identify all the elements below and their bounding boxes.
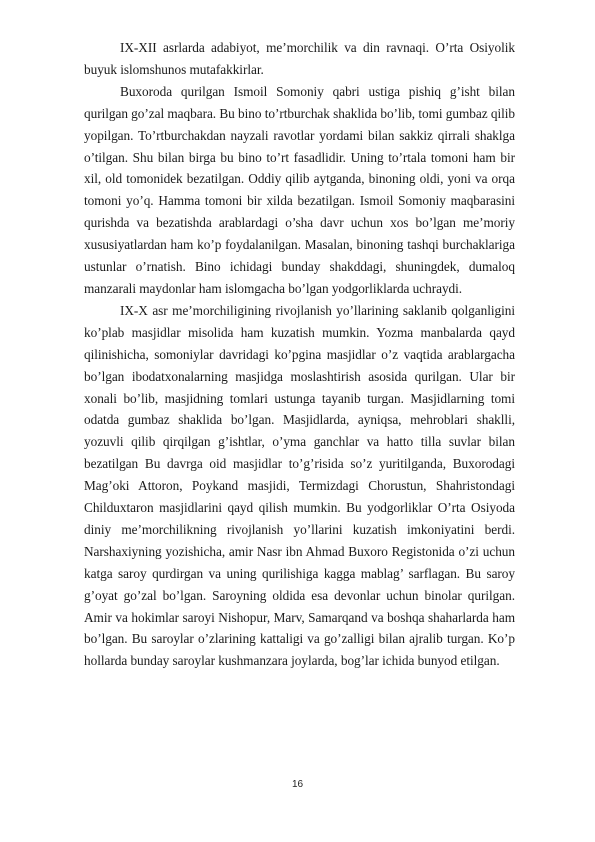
paragraph-mosques-and-palaces: IX-X asr me’morchiligining rivojlanish yo’llarining saklanib qolganligini ko’plab masjidlar misolida ham kuzatish mumkin. Yozma manbalarda qayd qilinishicha, somoniylar davridagi ko’pgina masjidlar o’z vaqtida arablargacha bo’lgan ibodatxonalarning masjidga moslashtirish asosida qurilgan. Ular bir xonali bo’lib, masjidning tomlari ustunga tayanib turgan. Masjidlarning tomi odatda gumbaz shaklida bo’lgan. Masjidlarda, ayniqsa, mehroblari shaklli, yozuvli qilib qirqilgan g’ishtlar, o’yma ganchlar va hatto tilla suvlar bilan bezatilgan Bu davrga oid masjidlar to’g’risida so’z yuritilganda, Buxorodagi Mag’oki Attoron, Poykand masjidi, Termizdagi Chorustun, Shahristondagi Childuxtaron masjidlarini qayd qilish mumkin. Bu yodgorliklar O’rta Osiyoda diniy me’morchilikning rivojlanish yo’llarini kuzatish imkoniyatini berdi. Narshaxiyning yozishicha, amir Nasr ibn Ahmad Buxoro Registonida o’zi uchun katga saroy qurdirgan va uning qurilishiga kagga mablag’ sarflagan. Bu saroy g’oyat go’zal bo’lgan. Saroyning oldida esa devonlar uchun binolar qurilgan. Amir va hokimlar saroyi Nishopur, Marv, Samarqand va boshqa shaharlarda ham bo’lgan. Bu saroylar o’zlarining kattaligi va go’zalligi bilan ajralib turgan. Ko’p hollarda bunday saroylar kushmanzara joylarda, bog’lar ichida bunyod etilgan. <box>84 302 515 669</box>
page-number: 16 <box>291 779 304 790</box>
paragraph-heading-intro: IX-XII asrlarda adabiyot, me’morchilik va din ravnaqi. O’rta Osiyolik buyuk islomshunos mutafakkirlar. <box>84 40 515 77</box>
document-body <box>84 37 515 672</box>
paragraph-ismoil-somoniy-mausoleum: Buxoroda qurilgan Ismoil Somoniy qabri ustiga pishiq g’isht bilan qurilgan go’zal maqbara. Bu bino to’rtburchak shaklida bo’lib, tomi gumbaz qilib yopilgan. To’rtburchakdan nayzali ravotlar yordami bilan sakkiz qirrali shaklga o’tilgan. Shu bilan birga bu bino to’rt fasadlidir. Uning to’rtala tomoni ham bir xil, old tomonidek bezatilgan. Oddiy qilib aytganda, binoning oldi, yoni va orqa tomoni yo’q. Hamma tomoni bir xilda bezatilgan. Ismoil Somoniy maqbarasini qurishda va bezatishda arablardagi o’sha davr uchun xos bo’lgan me’moriy xususiyatlardan ham ko’p foydalanilgan. Masalan, binoning tashqi burchaklariga ustunlar o’rnatish. Bino ichidagi bunday shakddagi, shuningdek, dumaloq manzarali maydonlar ham islomgacha bo’lgan yodgorliklarda uchraydi. <box>84 83 515 296</box>
